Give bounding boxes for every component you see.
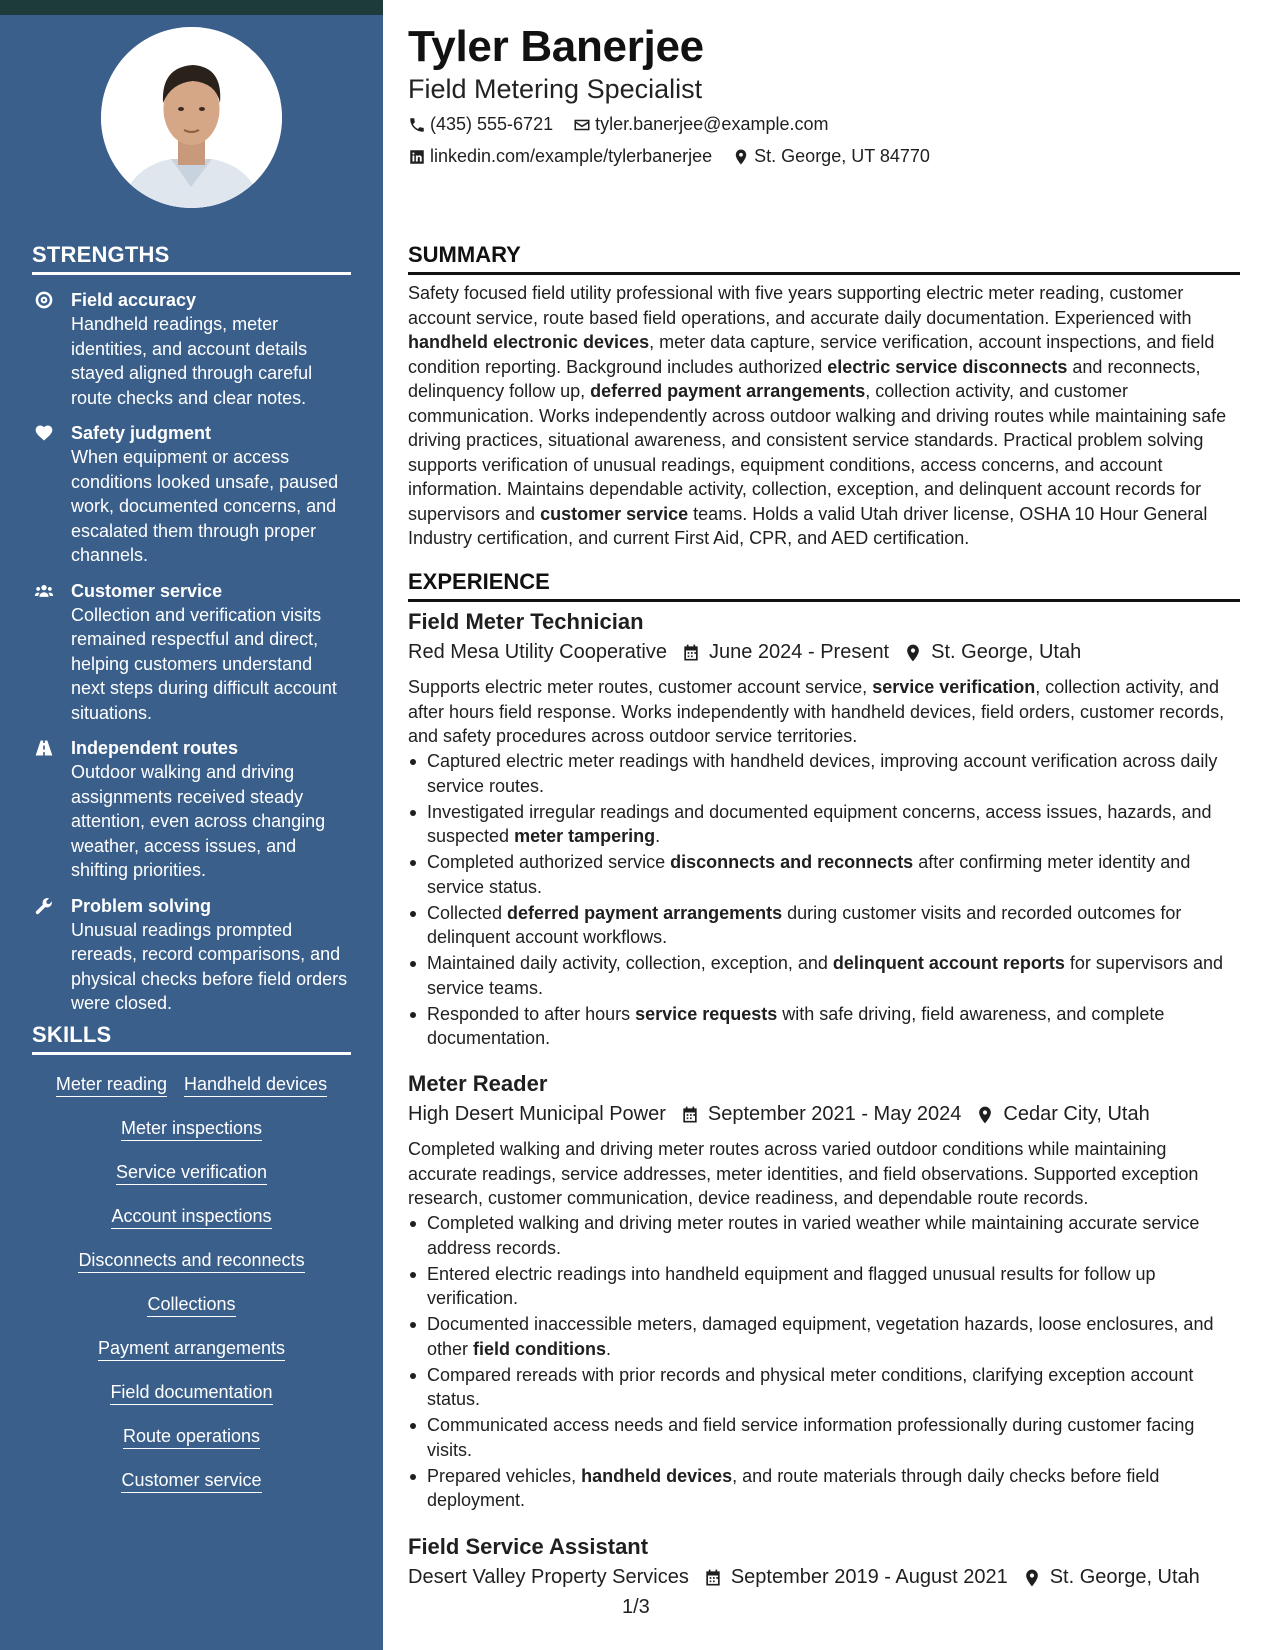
job-3-location: St. George, Utah: [1049, 1566, 1200, 1588]
bullet-segment: disconnects and reconnects: [670, 852, 914, 872]
bullet-segment: Documented inaccessible meters, damaged equipment, vegetation hazards, loose enclosures, and other: [427, 1314, 1214, 1359]
job-1-location: St. George, Utah: [931, 641, 1082, 663]
job-2-meta: [408, 1103, 1164, 1126]
bullet-item: [408, 901, 1240, 950]
email-item[interactable]: [573, 114, 828, 135]
bullet-item: [408, 1002, 1240, 1051]
phone-icon: [408, 116, 426, 134]
bullet-segment: Compared rereads with prior records and physical meter conditions, clarifying exception account status.: [427, 1364, 1194, 1409]
map-pin-icon: [1022, 1568, 1042, 1588]
bullet-segment: service requests: [635, 1003, 778, 1024]
bullet-segment: Captured electric meter readings with handheld devices, improving account verification across daily service routes.: [427, 751, 1218, 796]
skill-row: [32, 1381, 351, 1405]
linkedin-item[interactable]: [408, 146, 712, 167]
calendar-icon: [680, 1105, 700, 1125]
job-1-location-item: [903, 641, 1081, 664]
strengths-list: [32, 289, 351, 1016]
summary-paragraph: [408, 281, 1240, 551]
skill-row: [32, 1337, 351, 1361]
bullet-segment: Prepared vehicles,: [427, 1465, 582, 1486]
strength-title: Safety judgment: [71, 423, 212, 443]
bullet-segment: during customer visits and recorded outcomes for delinquent account workflows.: [427, 902, 1182, 947]
skill-row: [32, 1425, 351, 1449]
strength-item: [32, 737, 351, 883]
job-2-bullets: [408, 1211, 1240, 1514]
bullet-segment: Entered electric readings into handheld equipment and flagged unusual results for follow up verification.: [427, 1263, 1156, 1308]
strength-description: Collection and verification visits remained respectful and direct, helping customers understand next steps during difficult account situations.: [71, 604, 337, 723]
bullet-segment: handheld devices: [581, 1465, 733, 1486]
bullet-segment: delinquent account reports: [832, 953, 1065, 973]
calendar-icon: [681, 643, 701, 663]
summary-segment: electric service disconnects: [827, 356, 1068, 377]
job-3-location-item: [1022, 1566, 1200, 1589]
bullet-item: [408, 800, 1240, 849]
summary-segment: teams. Holds a valid Utah driver license, OSHA 10 Hour General Industry certification, and current First Aid, CPR, and AED certification.: [408, 503, 1208, 548]
job-1-meta: [408, 641, 1095, 664]
job-title-headline: Field Metering Specialist: [408, 74, 703, 104]
job-summary-segment: Supports electric meter routes, customer account service,: [408, 677, 873, 697]
skill-row: [32, 1249, 351, 1273]
summary-segment: handheld electronic devices: [408, 332, 650, 352]
job-3-dates: September 2019 - August 2021: [730, 1566, 1008, 1588]
job-1-bullets: [408, 749, 1240, 1052]
summary-segment: , meter data capture, service verification, account inspections, and field condition reporting. Background includes authorized: [408, 332, 1215, 377]
summary-segment: , collection activity, and customer communication. Works independently across outdoor walking and driving routes while maintaining safe driving practices, situational awareness, and consistent service standards. Practical problem solving supports verification of unusual readings, equipment conditions, access concerns, and account information. Maintains dependable activity, collection, exception, and delinquent account records for supervisors and: [408, 381, 1227, 524]
bullet-segment: Responded to after hours: [427, 1003, 636, 1024]
job-1-title: Field Meter Technician: [408, 609, 644, 634]
skill-row: [32, 1205, 351, 1229]
job-3-title: Field Service Assistant: [408, 1534, 649, 1559]
map-pin-icon: [732, 148, 750, 166]
bullet-item: [408, 749, 1240, 798]
page-number: 1/3: [622, 1596, 650, 1618]
map-pin-icon: [903, 643, 923, 663]
bullet-item: [408, 1413, 1240, 1462]
job-summary-segment: Completed walking and driving meter routes across varied outdoor conditions while maintaining accurate readings, service addresses, meter identities, and field observations. Supported exception research, customer communication, device readiness, and dependable route records.: [408, 1139, 1199, 1208]
sidebar-top-bar: [0, 0, 383, 15]
summary-heading: SUMMARY: [408, 242, 1240, 275]
bullet-segment: Collected: [427, 902, 508, 923]
strength-title: Independent routes: [71, 738, 239, 758]
job-2-dates: September 2021 - May 2024: [707, 1103, 962, 1125]
bullet-segment: after confirming meter identity and service status.: [427, 852, 1191, 897]
strength-title: Customer service: [71, 580, 223, 601]
linkedin-url[interactable]: linkedin.com/example/tylerbanerjee: [430, 146, 713, 166]
bullet-segment: Completed walking and driving meter routes in varied weather while maintaining accurate service address records.: [427, 1213, 1200, 1258]
job-2-location: Cedar City, Utah: [1003, 1103, 1150, 1125]
skill-row: [32, 1117, 351, 1141]
bullet-item: [408, 1312, 1240, 1361]
job-summary-segment: service verification: [872, 677, 1036, 697]
main-content: [408, 0, 1240, 1650]
strength-description: Handheld readings, meter identities, and account details stayed aligned through careful route checks and clear notes.: [71, 314, 313, 408]
skills-section: [32, 1022, 351, 1493]
location-text: St. George, UT 84770: [754, 146, 930, 166]
bullet-item: [408, 1211, 1240, 1260]
strengths-heading: STRENGTHS: [32, 242, 351, 275]
location-item: [732, 146, 930, 167]
linkedin-icon: [408, 148, 426, 166]
contact-row-1: [408, 114, 848, 135]
bullet-segment: Maintained daily activity, collection, exception, and: [427, 953, 833, 973]
target-icon: [34, 290, 54, 310]
experience-heading: EXPERIENCE: [408, 569, 1240, 602]
road-icon: [34, 738, 54, 758]
job-2-dates-item: [680, 1103, 962, 1126]
job-2-location-item: [975, 1103, 1149, 1126]
job-2-summary: [408, 1137, 1240, 1211]
skill-tag: Payment arrangements: [98, 1337, 285, 1361]
phone-number: (435) 555-6721: [430, 114, 554, 134]
strength-description: Unusual readings prompted rereads, record comparisons, and physical checks before field orders were closed.: [71, 919, 348, 1013]
skill-tag: Disconnects and reconnects: [78, 1249, 304, 1273]
bullet-item: [408, 951, 1240, 1000]
bullet-segment: Communicated access needs and field service information professionally during customer facing visits.: [427, 1415, 1195, 1460]
bullet-segment: .: [655, 826, 661, 846]
skill-row: [32, 1469, 351, 1493]
avatar: [101, 27, 282, 208]
strength-item: [32, 580, 351, 726]
wrench-icon: [34, 896, 54, 916]
summary-segment: customer service: [540, 503, 689, 524]
job-2-company: High Desert Municipal Power: [408, 1103, 666, 1125]
strength-title: Problem solving: [71, 895, 212, 916]
job-3-meta: [408, 1566, 1214, 1589]
summary-segment: and reconnects, delinquency follow up,: [408, 356, 1201, 401]
bullet-segment: field conditions: [473, 1338, 607, 1359]
skill-tag: Field documentation: [110, 1381, 272, 1405]
strength-item: [32, 895, 351, 1016]
job-2-title: Meter Reader: [408, 1071, 548, 1096]
strength-title: Field accuracy: [71, 290, 197, 310]
job-1-summary: [408, 675, 1240, 749]
strength-description: When equipment or access conditions looked unsafe, paused work, documented concerns, and escalated them through proper channels.: [71, 447, 339, 565]
skill-tag: Meter reading: [56, 1073, 167, 1097]
bullet-item: [408, 850, 1240, 899]
skill-row: [32, 1161, 351, 1185]
skill-tag: Collections: [147, 1293, 235, 1317]
skill-row: [32, 1293, 351, 1317]
job-summary-segment: , collection activity, and after hours field response. Works independently with handheld devices, field orders, customer records, and safety procedures across outdoor service territories.: [408, 677, 1225, 746]
bullet-segment: .: [606, 1338, 612, 1359]
job-1-dates-item: [681, 641, 889, 664]
bullet-segment: , and route materials through daily checks before field deployment.: [427, 1465, 1160, 1510]
job-3-dates-item: [703, 1566, 1008, 1589]
users-icon: [34, 581, 54, 601]
envelope-icon: [573, 116, 591, 134]
job-1-dates: June 2024 - Present: [709, 641, 890, 663]
strength-description: Outdoor walking and driving assignments received steady attention, even across changing weather, access issues, and shifting priorities.: [71, 762, 326, 880]
skills-list: [32, 1073, 351, 1493]
bullet-item: [408, 1464, 1240, 1513]
map-pin-icon: [975, 1105, 995, 1125]
bullet-item: [408, 1363, 1240, 1412]
skill-tag: Account inspections: [111, 1205, 271, 1229]
heart-icon: [34, 423, 54, 443]
bullet-segment: for supervisors and service teams.: [427, 953, 1223, 998]
bullet-segment: with safe driving, field awareness, and complete documentation.: [427, 1003, 1165, 1048]
profile-photo-illustration: [101, 27, 282, 208]
strengths-section: [32, 242, 351, 1016]
summary-segment: deferred payment arrangements: [590, 381, 866, 401]
strength-item: [32, 289, 351, 410]
skills-heading: SKILLS: [32, 1022, 351, 1055]
bullet-item: [408, 1262, 1240, 1311]
summary-segment: Safety focused field utility professional with five years supporting electric meter reading, customer account service, route based field operations, and accurate daily documentation. Experienced with: [408, 283, 1192, 328]
bullet-segment: deferred payment arrangements: [507, 902, 783, 923]
candidate-name: Tyler Banerjee: [408, 22, 704, 71]
skill-tag: Service verification: [116, 1161, 267, 1185]
skill-tag: Route operations: [123, 1425, 260, 1449]
sidebar: [0, 0, 383, 1650]
skill-tag: Customer service: [121, 1469, 261, 1493]
skill-tag: Handheld devices: [184, 1073, 327, 1097]
skill-tag: Meter inspections: [121, 1117, 262, 1141]
bullet-segment: Investigated irregular readings and documented equipment concerns, access issues, hazards, and suspected: [427, 801, 1212, 846]
email-address[interactable]: tyler.banerjee@example.com: [595, 114, 829, 134]
job-1-company: Red Mesa Utility Cooperative: [408, 641, 667, 663]
skill-row: [32, 1073, 351, 1097]
strength-item: [32, 422, 351, 568]
phone-item: [408, 114, 553, 135]
calendar-icon: [703, 1568, 723, 1588]
bullet-segment: meter tampering: [514, 826, 656, 846]
bullet-segment: Completed authorized service: [427, 852, 671, 872]
job-3-company: Desert Valley Property Services: [408, 1566, 689, 1588]
contact-row-2: [408, 146, 950, 167]
